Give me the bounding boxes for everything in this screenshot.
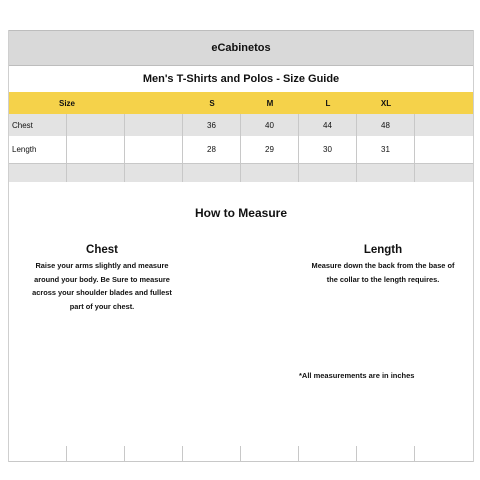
length-heading: Length [363,244,403,256]
chest-heading: Chest [86,244,118,256]
table-row-empty [9,164,473,182]
empty-cell [67,136,125,163]
empty-cell [415,136,473,163]
empty-cell [299,164,357,182]
chest-l-value: 44 [299,114,357,136]
table-row-chest [9,114,473,136]
empty-cell [67,164,125,182]
length-s-value: 28 [183,136,241,163]
chest-instructions [17,259,187,313]
units-note: *All measurements are in inches [299,371,415,380]
header-gap [415,92,473,114]
row-label: Length [9,136,67,163]
header-size-label: Size [58,98,75,108]
empty-cell [415,114,473,136]
text-line: across your shoulder blades and fullest [32,288,172,297]
length-m-value: 29 [241,136,299,163]
empty-cell [67,114,125,136]
page-title: Men's T-Shirts and Polos - Size Guide [142,73,340,85]
header-size-l: L [325,98,331,108]
title-row [9,66,473,92]
size-guide-sheet [8,30,474,462]
text-line: Raise your arms slightly and measure [35,261,169,270]
header-size-xl: XL [380,98,392,108]
header-size-m: M [266,98,274,108]
empty-cell [183,164,241,182]
brand-name: eCabinetos [211,42,271,54]
length-instructions [295,259,471,286]
size-header-row [9,92,473,114]
empty-cell [9,164,67,182]
empty-cell [125,114,183,136]
empty-cell [241,164,299,182]
text-line: around your body. Be Sure to measure [34,274,170,284]
row-label: Chest [9,114,67,136]
text-line: part of your chest. [69,301,135,311]
length-l-value: 30 [299,136,357,163]
bottom-gridlines [9,446,473,462]
how-to-measure-title: How to Measure [194,206,287,220]
empty-cell [125,164,183,182]
header-gap [125,92,183,114]
length-xl-value: 31 [357,136,415,163]
empty-cell [125,136,183,163]
chest-xl-value: 48 [357,114,415,136]
chest-m-value: 40 [241,114,299,136]
empty-cell [415,164,473,182]
empty-cell [357,164,415,182]
header-size-s: S [209,98,215,108]
text-line: Measure down the back from the base of [311,261,455,270]
text-line: the collar to the length requires. [326,274,440,284]
chest-s-value: 36 [183,114,241,136]
table-row-length [9,136,473,164]
brand-band [9,30,473,66]
